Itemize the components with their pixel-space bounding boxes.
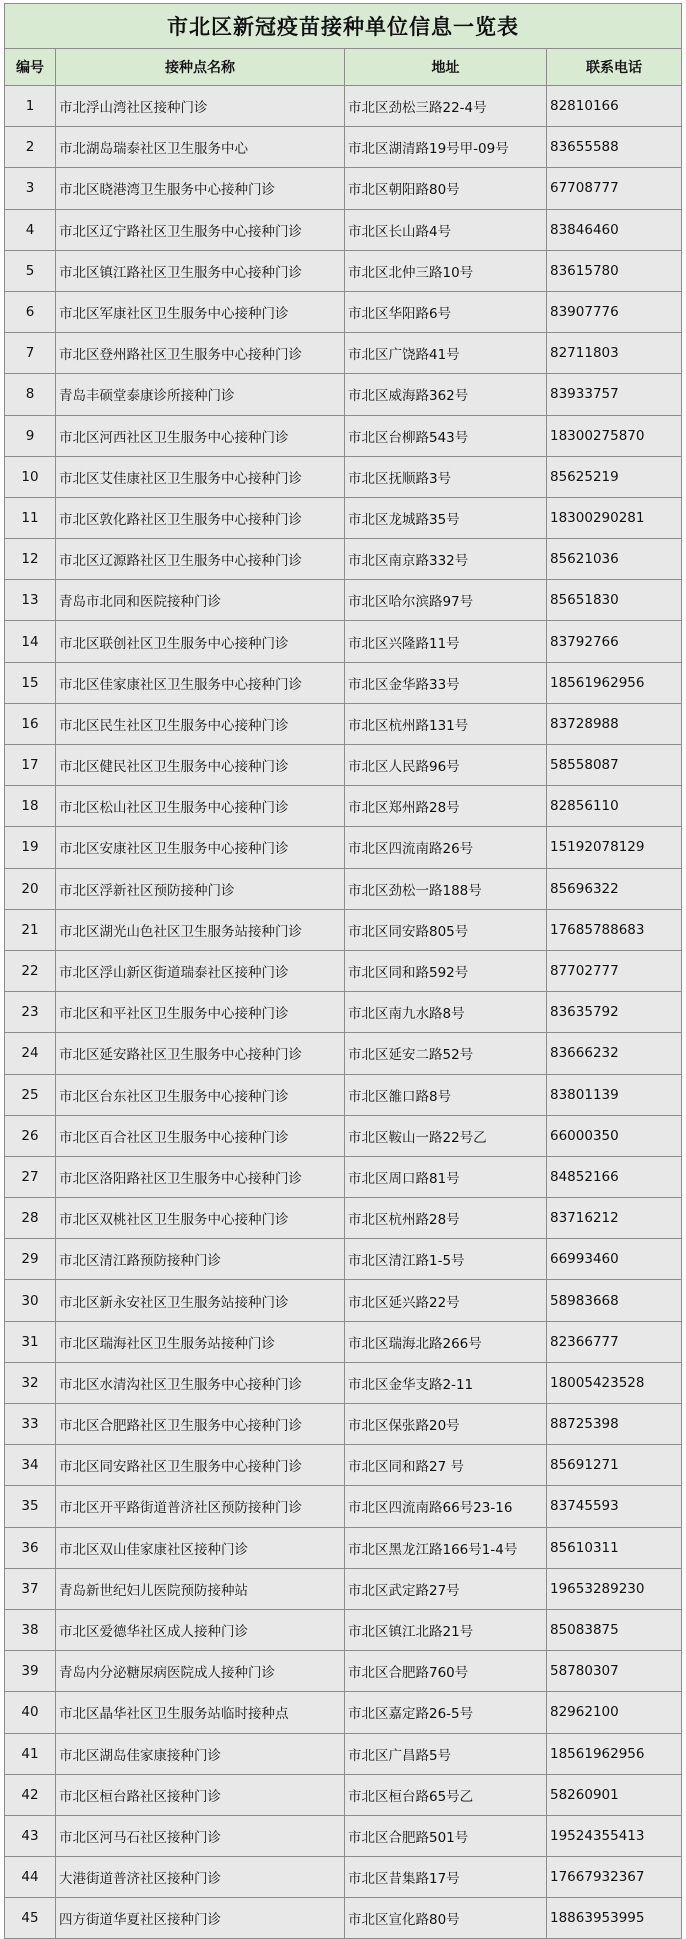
row-number: 5 (5, 250, 56, 291)
header-address: 地址 (345, 49, 547, 86)
site-phone: 17685788683 (547, 909, 682, 950)
site-name: 市北区登州路社区卫生服务中心接种门诊 (56, 333, 345, 374)
vaccination-sites-table (4, 3, 682, 1939)
site-name: 大港街道普济社区接种门诊 (56, 1857, 345, 1898)
row-number: 15 (5, 662, 56, 703)
site-address: 市北区北仲三路10号 (345, 250, 547, 291)
site-name: 市北区开平路街道普济社区预防接种门诊 (56, 1486, 345, 1527)
table-row (5, 539, 682, 580)
site-address: 市北区同和路592号 (345, 950, 547, 991)
row-number: 39 (5, 1651, 56, 1692)
table-row (5, 580, 682, 621)
row-number: 22 (5, 950, 56, 991)
site-name: 市北区健民社区卫生服务中心接种门诊 (56, 745, 345, 786)
row-number: 7 (5, 333, 56, 374)
row-number: 30 (5, 1280, 56, 1321)
row-number: 41 (5, 1733, 56, 1774)
site-phone: 85610311 (547, 1527, 682, 1568)
site-address: 市北区长山路4号 (345, 209, 547, 250)
table-row (5, 662, 682, 703)
row-number: 16 (5, 703, 56, 744)
site-address: 市北区四流南路66号23-16 (345, 1486, 547, 1527)
site-address: 市北区劲松一路188号 (345, 868, 547, 909)
row-number: 29 (5, 1239, 56, 1280)
site-address: 市北区合肥路760号 (345, 1651, 547, 1692)
table-row (5, 1445, 682, 1486)
site-name: 市北区新永安社区卫生服务站接种门诊 (56, 1280, 345, 1321)
row-number: 13 (5, 580, 56, 621)
site-name: 市北区联创社区卫生服务中心接种门诊 (56, 621, 345, 662)
site-name: 市北区民生社区卫生服务中心接种门诊 (56, 703, 345, 744)
row-number: 25 (5, 1074, 56, 1115)
site-address: 市北区南九水路8号 (345, 992, 547, 1033)
row-number: 20 (5, 868, 56, 909)
site-phone: 18300275870 (547, 415, 682, 456)
table-row (5, 1280, 682, 1321)
site-phone: 83716212 (547, 1198, 682, 1239)
site-phone: 18300290281 (547, 497, 682, 538)
site-phone: 83745593 (547, 1486, 682, 1527)
site-name: 市北区河西社区卫生服务中心接种门诊 (56, 415, 345, 456)
row-number: 11 (5, 497, 56, 538)
site-name: 市北区双桃社区卫生服务中心接种门诊 (56, 1198, 345, 1239)
site-name: 市北区湖光山色社区卫生服务站接种门诊 (56, 909, 345, 950)
header-phone: 联系电话 (547, 49, 682, 86)
site-phone: 87702777 (547, 950, 682, 991)
site-name: 市北区晶华社区卫生服务站临时接种点 (56, 1692, 345, 1733)
site-address: 市北区龙城路35号 (345, 497, 547, 538)
table-row (5, 1774, 682, 1815)
site-name: 市北区同安路社区卫生服务中心接种门诊 (56, 1445, 345, 1486)
row-number: 27 (5, 1156, 56, 1197)
site-address: 市北区周口路81号 (345, 1156, 547, 1197)
table-row (5, 1033, 682, 1074)
table-row (5, 168, 682, 209)
site-address: 市北区金华支路2-11 (345, 1362, 547, 1403)
site-name: 市北区辽源路社区卫生服务中心接种门诊 (56, 539, 345, 580)
header-row (5, 49, 682, 86)
site-name: 市北区和平社区卫生服务中心接种门诊 (56, 992, 345, 1033)
site-address: 市北区四流南路26号 (345, 827, 547, 868)
row-number: 23 (5, 992, 56, 1033)
table-row (5, 456, 682, 497)
table-row (5, 1609, 682, 1650)
site-name: 市北区洛阳路社区卫生服务中心接种门诊 (56, 1156, 345, 1197)
site-name: 市北湖岛瑞泰社区卫生服务中心 (56, 127, 345, 168)
row-number: 42 (5, 1774, 56, 1815)
table-row (5, 291, 682, 332)
table-row (5, 1815, 682, 1856)
row-number: 18 (5, 786, 56, 827)
row-number: 10 (5, 456, 56, 497)
site-phone: 85651830 (547, 580, 682, 621)
site-address: 市北区劲松三路22-4号 (345, 86, 547, 127)
site-name: 青岛丰硕堂泰康诊所接种门诊 (56, 374, 345, 415)
site-address: 市北区人民路96号 (345, 745, 547, 786)
table-row (5, 1692, 682, 1733)
site-name: 青岛市北同和医院接种门诊 (56, 580, 345, 621)
site-phone: 58780307 (547, 1651, 682, 1692)
site-address: 市北区昔集路17号 (345, 1857, 547, 1898)
site-address: 市北区华阳路6号 (345, 291, 547, 332)
site-address: 市北区杭州路28号 (345, 1198, 547, 1239)
site-phone: 58260901 (547, 1774, 682, 1815)
table-row (5, 1074, 682, 1115)
site-phone: 83907776 (547, 291, 682, 332)
row-number: 14 (5, 621, 56, 662)
site-address: 市北区瑞海北路266号 (345, 1321, 547, 1362)
site-phone: 83933757 (547, 374, 682, 415)
row-number: 37 (5, 1568, 56, 1609)
row-number: 19 (5, 827, 56, 868)
site-address: 市北区朝阳路80号 (345, 168, 547, 209)
row-number: 45 (5, 1898, 56, 1939)
row-number: 31 (5, 1321, 56, 1362)
site-phone: 85621036 (547, 539, 682, 580)
site-phone: 18561962956 (547, 662, 682, 703)
table-row (5, 1404, 682, 1445)
site-phone: 66993460 (547, 1239, 682, 1280)
row-number: 3 (5, 168, 56, 209)
site-name: 市北区浮新社区预防接种门诊 (56, 868, 345, 909)
site-name: 市北区佳家康社区卫生服务中心接种门诊 (56, 662, 345, 703)
site-name: 市北区镇江路社区卫生服务中心接种门诊 (56, 250, 345, 291)
table-row (5, 827, 682, 868)
site-address: 市北区桓台路65号乙 (345, 1774, 547, 1815)
table-row (5, 374, 682, 415)
site-address: 市北区台柳路543号 (345, 415, 547, 456)
site-name: 市北区台东社区卫生服务中心接种门诊 (56, 1074, 345, 1115)
site-name: 市北区浮山新区街道瑞泰社区接种门诊 (56, 950, 345, 991)
site-name: 市北区艾佳康社区卫生服务中心接种门诊 (56, 456, 345, 497)
table-row (5, 1486, 682, 1527)
row-number: 36 (5, 1527, 56, 1568)
site-name: 青岛新世纪妇儿医院预防接种站 (56, 1568, 345, 1609)
site-phone: 83666232 (547, 1033, 682, 1074)
site-phone: 83635792 (547, 992, 682, 1033)
site-phone: 88725398 (547, 1404, 682, 1445)
site-address: 市北区保张路20号 (345, 1404, 547, 1445)
site-phone: 18561962956 (547, 1733, 682, 1774)
site-phone: 83728988 (547, 703, 682, 744)
site-name: 市北区百合社区卫生服务中心接种门诊 (56, 1115, 345, 1156)
site-address: 市北区金华路33号 (345, 662, 547, 703)
table-row (5, 1898, 682, 1939)
site-phone: 85696322 (547, 868, 682, 909)
row-number: 40 (5, 1692, 56, 1733)
table-row (5, 1733, 682, 1774)
site-address: 市北区鞍山一路22号乙 (345, 1115, 547, 1156)
table-row (5, 1239, 682, 1280)
site-phone: 83846460 (547, 209, 682, 250)
site-address: 市北区同安路805号 (345, 909, 547, 950)
row-number: 12 (5, 539, 56, 580)
site-address: 市北区武定路27号 (345, 1568, 547, 1609)
table-row (5, 209, 682, 250)
site-address: 市北区黑龙江路166号1-4号 (345, 1527, 547, 1568)
table-row (5, 909, 682, 950)
site-name: 市北区双山佳家康社区接种门诊 (56, 1527, 345, 1568)
site-address: 市北区杭州路131号 (345, 703, 547, 744)
row-number: 21 (5, 909, 56, 950)
table-row (5, 1527, 682, 1568)
site-phone: 82366777 (547, 1321, 682, 1362)
table-row (5, 86, 682, 127)
table-row (5, 250, 682, 291)
site-name: 市北区桓台路社区接种门诊 (56, 1774, 345, 1815)
site-name: 市北区延安路社区卫生服务中心接种门诊 (56, 1033, 345, 1074)
table-row (5, 127, 682, 168)
table-body (5, 86, 682, 1939)
table-row (5, 1198, 682, 1239)
site-phone: 18863953995 (547, 1898, 682, 1939)
site-address: 市北区清江路1-5号 (345, 1239, 547, 1280)
header-number: 编号 (5, 49, 56, 86)
site-phone: 66000350 (547, 1115, 682, 1156)
site-address: 市北区广饶路41号 (345, 333, 547, 374)
site-address: 市北区兴隆路11号 (345, 621, 547, 662)
site-name: 市北区辽宁路社区卫生服务中心接种门诊 (56, 209, 345, 250)
row-number: 2 (5, 127, 56, 168)
table-row (5, 1321, 682, 1362)
site-phone: 85083875 (547, 1609, 682, 1650)
site-address: 市北区雒口路8号 (345, 1074, 547, 1115)
site-phone: 58983668 (547, 1280, 682, 1321)
site-name: 市北区军康社区卫生服务中心接种门诊 (56, 291, 345, 332)
row-number: 34 (5, 1445, 56, 1486)
site-address: 市北区广昌路5号 (345, 1733, 547, 1774)
site-name: 青岛内分泌糖尿病医院成人接种门诊 (56, 1651, 345, 1692)
row-number: 28 (5, 1198, 56, 1239)
table-row (5, 992, 682, 1033)
site-address: 市北区湖清路19号甲-09号 (345, 127, 547, 168)
site-phone: 83801139 (547, 1074, 682, 1115)
row-number: 6 (5, 291, 56, 332)
site-phone: 18005423528 (547, 1362, 682, 1403)
row-number: 26 (5, 1115, 56, 1156)
table-row (5, 497, 682, 538)
row-number: 38 (5, 1609, 56, 1650)
site-phone: 15192078129 (547, 827, 682, 868)
site-phone: 58558087 (547, 745, 682, 786)
title-row (5, 4, 682, 49)
site-name: 市北区松山社区卫生服务中心接种门诊 (56, 786, 345, 827)
row-number: 9 (5, 415, 56, 456)
site-phone: 17667932367 (547, 1857, 682, 1898)
site-address: 市北区嘉定路26-5号 (345, 1692, 547, 1733)
site-phone: 83792766 (547, 621, 682, 662)
table-row (5, 333, 682, 374)
site-name: 市北浮山湾社区接种门诊 (56, 86, 345, 127)
table-row (5, 1115, 682, 1156)
table-row (5, 1651, 682, 1692)
table-row (5, 745, 682, 786)
table-row (5, 1362, 682, 1403)
site-phone: 82711803 (547, 333, 682, 374)
site-name: 市北区瑞海社区卫生服务站接种门诊 (56, 1321, 345, 1362)
table-row (5, 950, 682, 991)
site-name: 市北区安康社区卫生服务中心接种门诊 (56, 827, 345, 868)
site-name: 市北区水清沟社区卫生服务中心接种门诊 (56, 1362, 345, 1403)
table-row (5, 868, 682, 909)
table-row (5, 1568, 682, 1609)
row-number: 43 (5, 1815, 56, 1856)
table-title: 市北区新冠疫苗接种单位信息一览表 (5, 4, 682, 49)
site-phone: 82810166 (547, 86, 682, 127)
row-number: 4 (5, 209, 56, 250)
site-phone: 85625219 (547, 456, 682, 497)
site-phone: 82962100 (547, 1692, 682, 1733)
site-phone: 83655588 (547, 127, 682, 168)
table-row (5, 621, 682, 662)
site-address: 市北区延安二路52号 (345, 1033, 547, 1074)
table-row (5, 703, 682, 744)
site-address: 市北区合肥路501号 (345, 1815, 547, 1856)
site-address: 市北区延兴路22号 (345, 1280, 547, 1321)
site-phone: 19524355413 (547, 1815, 682, 1856)
row-number: 24 (5, 1033, 56, 1074)
site-phone: 84852166 (547, 1156, 682, 1197)
site-name: 市北区湖岛佳家康接种门诊 (56, 1733, 345, 1774)
table-row (5, 786, 682, 827)
site-address: 市北区威海路362号 (345, 374, 547, 415)
row-number: 44 (5, 1857, 56, 1898)
row-number: 32 (5, 1362, 56, 1403)
row-number: 17 (5, 745, 56, 786)
site-address: 市北区镇江北路21号 (345, 1609, 547, 1650)
site-name: 四方街道华夏社区接种门诊 (56, 1898, 345, 1939)
row-number: 8 (5, 374, 56, 415)
row-number: 35 (5, 1486, 56, 1527)
header-site-name: 接种点名称 (56, 49, 345, 86)
site-phone: 67708777 (547, 168, 682, 209)
row-number: 33 (5, 1404, 56, 1445)
site-name: 市北区合肥路社区卫生服务中心接种门诊 (56, 1404, 345, 1445)
site-name: 市北区敦化路社区卫生服务中心接种门诊 (56, 497, 345, 538)
site-name: 市北区晓港湾卫生服务中心接种门诊 (56, 168, 345, 209)
table-row (5, 1857, 682, 1898)
table-row (5, 415, 682, 456)
site-name: 市北区清江路预防接种门诊 (56, 1239, 345, 1280)
site-phone: 85691271 (547, 1445, 682, 1486)
site-name: 市北区爱德华社区成人接种门诊 (56, 1609, 345, 1650)
site-address: 市北区哈尔滨路97号 (345, 580, 547, 621)
site-address: 市北区郑州路28号 (345, 786, 547, 827)
site-name: 市北区河马石社区接种门诊 (56, 1815, 345, 1856)
site-phone: 19653289230 (547, 1568, 682, 1609)
site-phone: 82856110 (547, 786, 682, 827)
site-address: 市北区抚顺路3号 (345, 456, 547, 497)
table-row (5, 1156, 682, 1197)
site-address: 市北区宣化路80号 (345, 1898, 547, 1939)
site-address: 市北区同和路27 号 (345, 1445, 547, 1486)
row-number: 1 (5, 86, 56, 127)
site-phone: 83615780 (547, 250, 682, 291)
site-address: 市北区南京路332号 (345, 539, 547, 580)
